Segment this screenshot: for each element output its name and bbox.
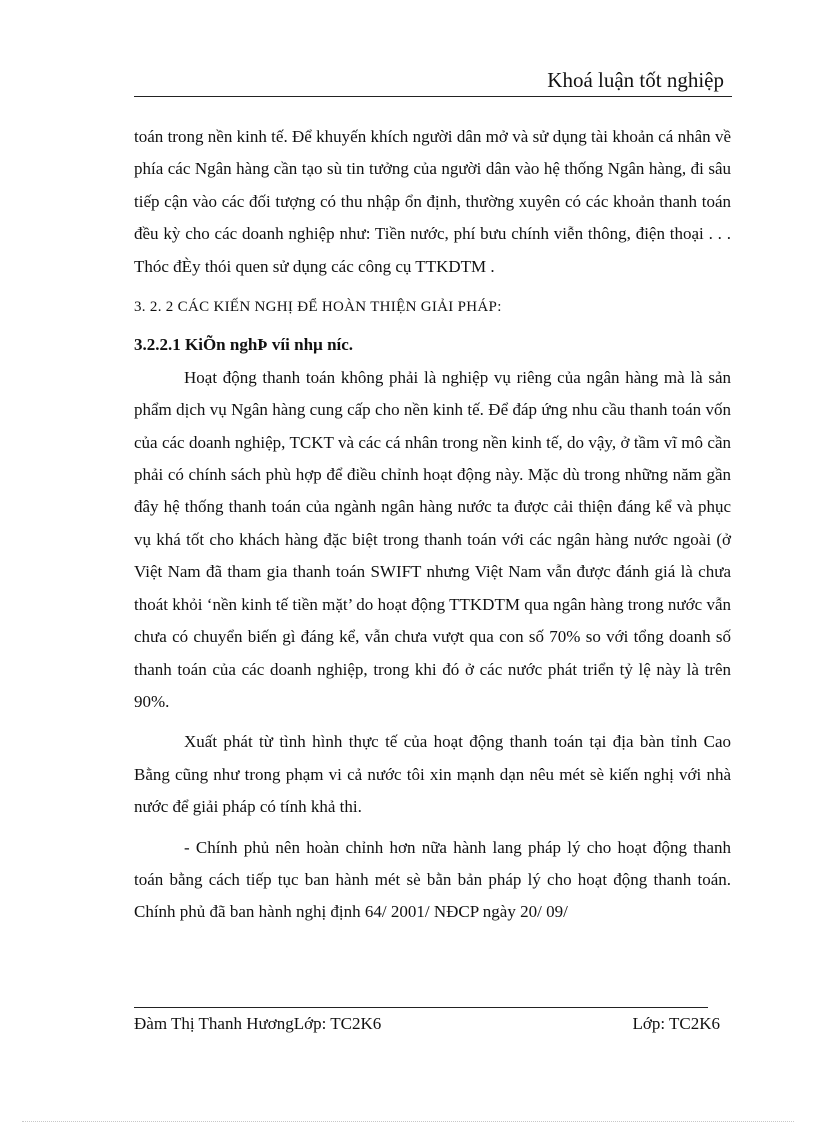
paragraph-3: - Chính phủ nên hoàn chỉnh hơn nữa hành lang pháp lý cho hoạt động thanh toán bằng cách tiếp tục ban hành mét sè bằn bản pháp lý cho hoạt động thanh toán. Chính phủ đã ban hành nghị định 64/ 2001/ NĐCP ngày 20/ 09/	[134, 837, 731, 922]
page-content	[134, 121, 731, 929]
header-divider	[134, 96, 732, 97]
page-edge	[22, 1121, 794, 1122]
paragraph-intro: toán trong nền kinh tế. Để khuyến khích người dân mở và sử dụng tài khoản cá nhân về phía các Ngân hàng cần tạo sù tin tưởng của người dân vào hệ thống Ngân hàng, đi sâu tiếp cận vào các đối tượng có thu nhập ổn định, thường xuyên có các khoản thanh toán đều kỳ cho các doanh nghiệp như: Tiền nước, phí bưu chính viễn thông, điện thoại . . . Thóc đÈy thói quen sử dụng các công cụ TTKDTM .	[134, 127, 731, 276]
paragraph-2: Xuất phát từ tình hình thực tế của hoạt động thanh toán tại địa bàn tỉnh Cao Bằng cũng như trong phạm vi cả nước tôi xin mạnh dạn nêu mét sè kiến nghị với nhà nước để giải pháp có tính khả thi.	[134, 732, 731, 817]
header-title: Khoá luận tốt nghiệp	[547, 68, 724, 92]
footer-author: Đàm Thị Thanh HươngLớp: TC2K6	[134, 1014, 382, 1033]
footer-divider	[134, 1007, 708, 1008]
subsection-heading: 3.2.2.1 KiÕn nghÞ víi nhµ níc.	[134, 335, 354, 355]
section-heading: 3. 2. 2 CÁC KIẾN NGHỊ ĐỂ HOÀN THIỆN GIẢI PHÁP:	[134, 299, 502, 316]
paragraph-1: Hoạt động thanh toán không phải là nghiệp vụ riêng của ngân hàng mà là sản phẩm dịch vụ Ngân hàng cung cấp cho nền kinh tế. Để đáp ứng nhu cầu thanh toán vốn của các doanh nghiệp, TCKT và các cá nhân trong nền kinh tế, do vậy, ở tầm vĩ mô cần phải có chính sách phù hợp để điều chỉnh hoạt động này. Mặc dù trong những năm gần đây hệ thống thanh toán của ngành ngân hàng nước ta được cải thiện đáng kể và phục vụ khá tốt cho khách hàng đặc biệt trong thanh toán với các ngân hàng nước ngoài (ở Việt Nam đã tham gia thanh toán SWIFT nhưng Việt Nam vẫn được đánh giá là chưa thoát khỏi ‘nền kinh tế tiền mặt’ do hoạt động TTKDTM qua ngân hàng trong nước vẫn chưa có chuyển biến gì đáng kể, vẫn chưa vượt qua con số 70% so với tổng doanh số thanh toán của các doanh nghiệp, trong khi đó ở các nước phát triển tỷ lệ này là trên 90%.	[134, 367, 731, 711]
footer-class: Lớp: TC2K6	[632, 1014, 720, 1033]
